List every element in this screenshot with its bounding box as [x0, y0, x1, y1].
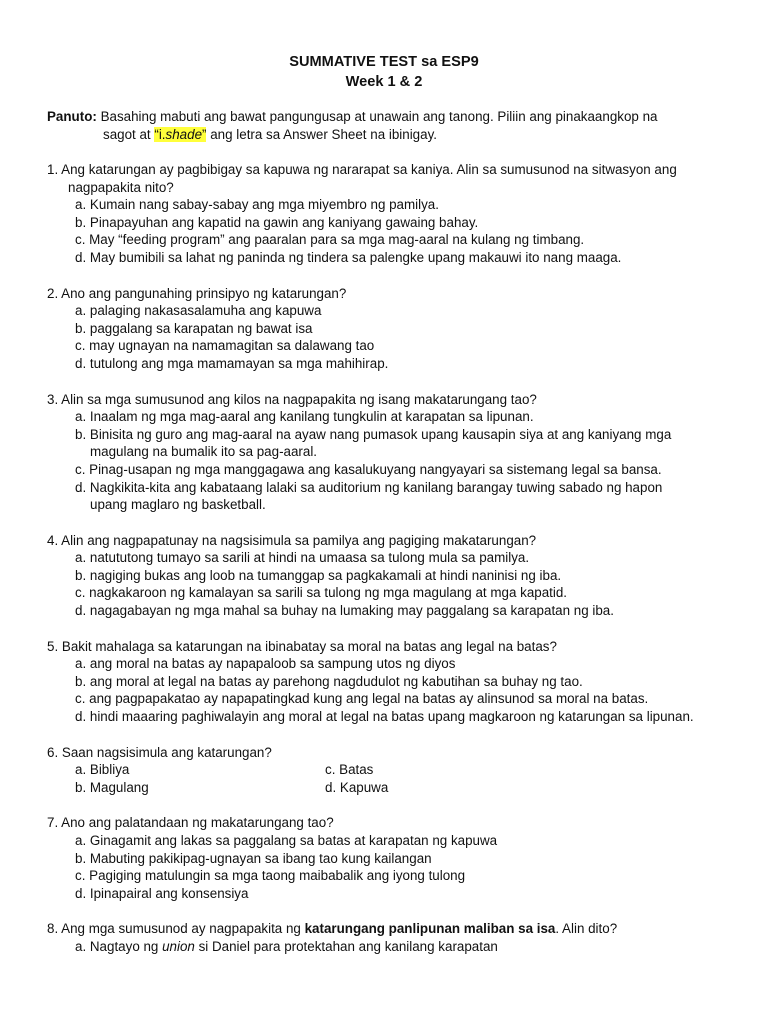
instructions	[47, 108, 721, 144]
highlight-emphasis: shade	[165, 127, 203, 142]
option-b: b. Magulang	[75, 779, 149, 795]
option-text-end: si Daniel para protektahan ang kanilang karapatan	[194, 938, 498, 954]
instructions-highlight	[154, 127, 206, 142]
option-a: a. Kumain nang sabay-sabay ang mga miyembro ng pamilya.	[75, 197, 439, 213]
question-7	[47, 814, 721, 902]
option-c: c. Pinag-usapan ng mga manggagawa ang kasalukuyang nangyayari sa sistemang legal sa bansa.	[75, 461, 662, 477]
option-c: c. Batas	[325, 762, 374, 778]
option-c: c. Pagiging matulungin sa mga taong maibabalik ang iyong tulong	[75, 868, 466, 884]
option-b: b. paggalang sa karapatan ng bawat isa	[75, 320, 313, 336]
question-2	[47, 285, 721, 373]
question-stem-emphasis: katarungang panlipunan maliban sa isa	[304, 921, 556, 937]
option-b: b. Pinapayuhan ang kapatid na gawin ang kaniyang gawaing bahay.	[75, 214, 479, 230]
question-stem-continuation: nagpapakita nito?	[68, 179, 174, 195]
option-line: b. Binisita ng guro ang mag-aaral na ayaw nang pumasok upang kausapin siya at ang kaniyang mga	[75, 426, 672, 442]
question-1	[47, 161, 721, 267]
option-a: a. Bibliya	[75, 762, 130, 778]
option-a	[47, 938, 721, 956]
option-d: d. Ipinapairal ang konsensiya	[75, 885, 249, 901]
document-title: SUMMATIVE TEST sa ESP9	[289, 54, 479, 70]
option-a: a. natututong tumayo sa sarili at hindi na umaasa sa tulong mula sa pamilya.	[75, 550, 530, 566]
question-8	[47, 920, 721, 955]
option-b: b. Mabuting pakikipag-ugnayan sa ibang tao kung kailangan	[75, 850, 432, 866]
question-stem	[47, 920, 721, 938]
question-stem: 5. Bakit mahalaga sa katarungan na ibinabatay sa moral na batas ang legal na batas?	[47, 638, 557, 654]
highlight-open: “i.	[154, 127, 166, 142]
question-5	[47, 638, 721, 726]
option-c: c. may ugnayan na namamagitan sa dalawang tao	[75, 338, 375, 354]
question-stem-text: 8. Ang mga sumusunod ay nagpapakita ng	[47, 921, 305, 937]
options-grid	[47, 761, 721, 796]
option-b: b. nagiging bukas ang loob na tumanggap sa pagkakamali at hindi naninisi ng iba.	[75, 567, 562, 583]
document-subtitle: Week 1 & 2	[345, 74, 423, 90]
option-c: c. May “feeding program” ang paaralan para sa mga mag-aaral na kulang ng timbang.	[75, 232, 585, 248]
option-d: d. nagagabayan ng mga mahal sa buhay na lumaking may paggalang sa karapatan ng iba.	[75, 603, 614, 619]
option-line: d. Nagkikita-kita ang kabataang lalaki sa auditorium ng kanilang barangay tuwing sabado ng hapon	[75, 479, 663, 495]
option-a: a. Inaalam ng mga mag-aaral ang kanilang tungkulin at karapatan sa lipunan.	[75, 409, 534, 425]
question-stem-line: 1. Ang katarungan ay pagbibigay sa kapuwa ng nararapat sa kaniya. Alin sa sumusunod na sitwasyon ang	[47, 162, 677, 177]
option-emphasis: union	[162, 938, 195, 954]
highlight-close: ”	[202, 127, 207, 142]
question-stem: 2. Ano ang pangunahing prinsipyo ng katarungan?	[47, 285, 347, 301]
question-stem: 4. Alin ang nagpapatunay na nagsisimula sa pamilya ang pagiging makatarungan?	[47, 532, 537, 548]
option-d	[47, 479, 721, 514]
option-b	[47, 426, 721, 461]
question-stem: 7. Ano ang palatandaan ng makatarungang tao?	[47, 815, 334, 831]
option-d: d. tutulong ang mga mamamayan sa mga mahihirap.	[75, 355, 389, 371]
instructions-text-2-pre: sagot at	[103, 127, 155, 142]
question-stem-end: . Alin dito?	[555, 921, 618, 937]
question-6	[47, 744, 721, 797]
instructions-text-2-post: ang letra sa Answer Sheet na ibinigay.	[206, 127, 437, 142]
instructions-lead: Panuto:	[47, 109, 97, 124]
question-4	[47, 532, 721, 620]
option-c: c. nagkakaroon ng kamalayan sa sarili sa tulong ng mga magulang at mga kapatid.	[75, 585, 568, 601]
option-d: d. May bumibili sa lahat ng paninda ng tindera sa palengke upang makauwi ito nang maaga.	[75, 249, 622, 265]
instructions-line-2	[47, 126, 721, 144]
option-a: a. palaging nakasasalamuha ang kapuwa	[75, 303, 322, 319]
instructions-text-1: Basahing mabuti ang bawat pangungusap at unawain ang tanong. Piliin ang pinakaangkop na	[100, 109, 658, 124]
question-stem	[47, 161, 721, 196]
option-c: c. ang pagpapakatao ay napapatingkad kung ang legal na batas ay alinsunod sa moral na batas.	[75, 691, 649, 707]
question-3	[47, 391, 721, 514]
option-d: d. hindi maaaring paghiwalayin ang moral at legal na batas upang magkaroon ng katarungan sa lipunan.	[75, 709, 694, 725]
option-continuation: magulang na bumalik ito sa pag-aaral.	[90, 444, 318, 460]
option-b: b. ang moral at legal na batas ay parehong nagdudulot ng kabutihan sa buhay ng tao.	[75, 673, 583, 689]
option-continuation: upang maglaro ng basketball.	[90, 497, 266, 513]
option-a: a. Ginagamit ang lakas sa paggalang sa batas at karapatan ng kapuwa	[75, 833, 498, 848]
question-stem: 6. Saan nagsisimula ang katarungan?	[47, 744, 272, 760]
option-text: a. Nagtayo ng	[75, 938, 163, 954]
option-d: d. Kapuwa	[325, 779, 389, 795]
question-stem: 3. Alin sa mga sumusunod ang kilos na nagpapakita ng isang makatarungang tao?	[47, 391, 537, 407]
option-a: a. ang moral na batas ay napapaloob sa sampung utos ng diyos	[75, 656, 456, 672]
